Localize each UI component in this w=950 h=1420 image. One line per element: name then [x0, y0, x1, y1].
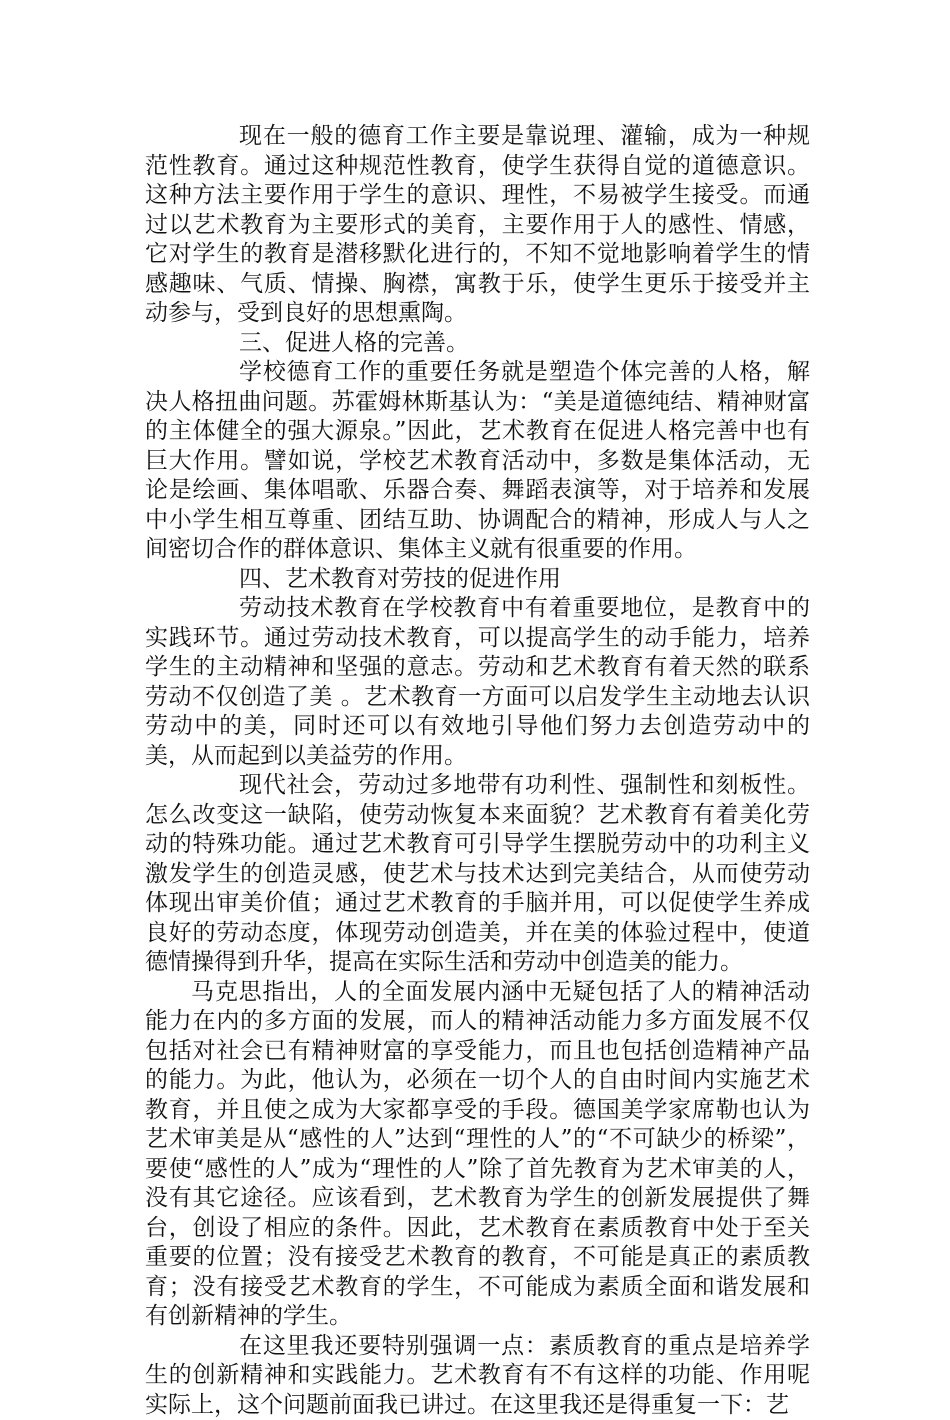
paragraph-personality: 学校德育工作的重要任务就是塑造个体完善的人格，解决人格扭曲问题。苏霍姆林斯基认为：“美是道德纯结、精神财富的主体健全的强大源泉。”因此，艺术教育在促进人格完善中也有巨大作用。譬如说，学校艺术教育活动中，多数是集体活动，无论是绘画、集体唱歌、乐器合奏、舞蹈表演等，对于培养和发展中小学生相互尊重、团结互助、协调配合的精神，形成人与人之间密切合作的群体意识、集体主义就有很重要的作用。: [145, 358, 810, 565]
paragraph-marx: 马克思指出，人的全面发展内涵中无疑包括了人的精神活动能力在内的多方面的发展，而人的精神活动能力多方面发展不仅包括对社会已有精神财富的享受能力，而且也包括创造精神产品的能力。为此，他认为，必须在一切个人的自由时间内实施艺术教育，并且使之成为大家都享受的手段。德国美学家席勒也认为艺术审美是从“感性的人”达到“理性的人”的“不可缺少的桥梁”，要使“感性的人”成为“理性的人”除了首先教育为艺术审美的人，没有其它途径。应该看到，艺术教育为学生的创新发展提供了舞台，创设了相应的条件。因此，艺术教育在素质教育中处于至关重要的位置；没有接受艺术教育的教育，不可能是真正的素质教育；没有接受艺术教育的学生，不可能成为素质全面和谐发展和有创新精神的学生。: [145, 978, 810, 1332]
document-body: [145, 122, 810, 1420]
section-heading-four: 四、艺术教育对劳技的促进作用: [145, 565, 810, 595]
paragraph-emphasis: 在这里我还要特别强调一点：素质教育的重点是培养学生的创新精神和实践能力。艺术教育有不有这样的功能、作用呢实际上，这个问题前面我已讲过。在这里我还是得重复一下：艺: [145, 1332, 810, 1420]
paragraph-modern-society: 现代社会，劳动过多地带有功利性、强制性和刻板性。怎么改变这一缺陷，使劳动恢复本来面貌？艺术教育有着美化劳动的特殊功能。通过艺术教育可引导学生摆脱劳动中的功利主义激发学生的创造灵感，使艺术与技术达到完美结合，从而使劳动体现出审美价值；通过艺术教育的手脑并用，可以促使学生养成良好的劳动态度，体现劳动创造美，并在美的体验过程中，使道德情操得到升华，提高在实际生活和劳动中创造美的能力。: [145, 771, 810, 978]
section-heading-three: 三、促进人格的完善。: [145, 329, 810, 359]
paragraph-moral-education: 现在一般的德育工作主要是靠说理、灌输，成为一种规范性教育。通过这种规范性教育，使学生获得自觉的道德意识。这种方法主要作用于学生的意识、理性，不易被学生接受。而通过以艺术教育为主要形式的美育，主要作用于人的感性、情感，它对学生的教育是潜移默化进行的，不知不觉地影响着学生的情感趣味、气质、情操、胸襟，寓教于乐，使学生更乐于接受并主动参与，受到良好的思想熏陶。: [145, 122, 810, 329]
paragraph-labor-education: 劳动技术教育在学校教育中有着重要地位，是教育中的实践环节。通过劳动技术教育，可以提高学生的动手能力，培养学生的主动精神和坚强的意志。劳动和艺术教育有着天然的联系劳动不仅创造了美 。艺术教育一方面可以启发学生主动地去认识劳动中的美，同时还可以有效地引导他们努力去创造劳动中的美，从而起到以美益劳的作用。: [145, 594, 810, 771]
